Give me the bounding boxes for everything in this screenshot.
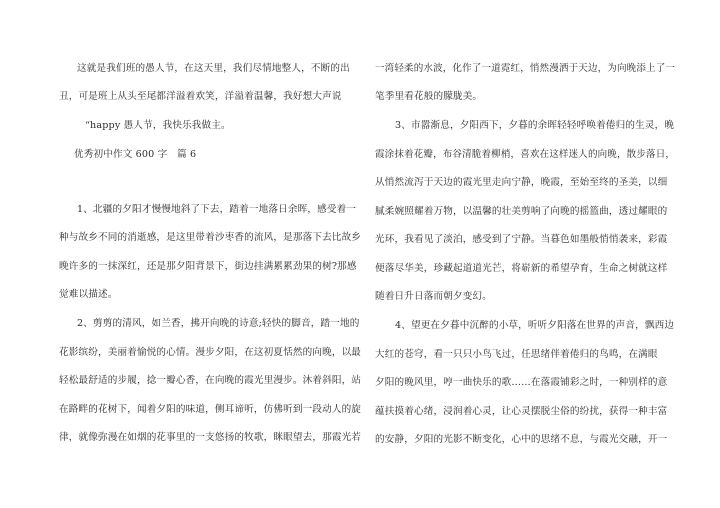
text-line: 随着日升日落而朝夕变幻。 [375,291,492,302]
text-line: 觉难以描述。 [59,289,118,300]
text-line: 笔季里看花般的朦胧美。 [375,91,483,102]
text-line: 丑，可是班上从头至尾都洋溢着欢笑，洋溢着温馨，我好想大声说 [59,91,342,102]
text-line: 一湾轻柔的水波，化作了一道霓红，悄然漫洒于天边，为向晚添上了一 [375,63,676,74]
text-line: 轻松最舒适的步履，捻一瓣心香，在向晚的霞光里漫步。沐着斜阳，站 [59,375,362,386]
text-line: 在路畔的花树下，闻着夕阳的味道，侧耳谛听，仿佛听到一段动人的旋 [59,404,362,415]
text-line: 花影缤纷，美丽着愉悦的心情。漫步夕阳，在这初夏恬然的向晚，以最 [59,347,362,358]
text-line: 4、望更在夕暮中沉醉的小草，听听夕阳落在世界的声音，飘西边 [395,320,675,331]
text-line: 腻柔婉照耀着万物，以温馨的壮美剪响了向晚的摇篮曲，透过耀眼的 [375,206,668,217]
text-line: 蕴扶摸着心绪，浸润着心灵，让心灵摆脱尘俗的纷扰，获得一种丰富 [375,406,668,417]
text-line: 这就是我们班的愚人节，在这天里，我们尽情地整人，不断的出 [77,63,350,74]
text-line: 种与故乡不同的消逝感，是这里带着沙枣香的流风，是那落下去比故乡 [59,232,362,243]
section-heading: 优秀初中作文 600 字 篇 6 [74,149,197,160]
text-line: 光环，我看见了淡泊，感受到了宁静。当暮色如墨般悄悄袭来，彩霞 [375,234,668,245]
text-line: 霞涂抹着花瓣，布谷清脆着柳梢，喜欢在这样迷人的向晚，散步落日， [375,149,676,160]
text-line: 从悄然流泻于天边的霞光里走向宁静，晚霞，至始至终的圣美，以细 [375,177,668,188]
text-line: 的安静，夕阳的光影不断变化，心中的思绪不息，与霞光交融，开一 [375,434,668,445]
text-line: 2、剪剪的清风，如兰香，拂开向晚的诗意;轻快的脚音，踏一地的 [77,318,360,329]
text-line: 律，就像弥漫在如烟的花事里的一支悠扬的牧歌，眯眼望去，那霞光若 [59,432,362,443]
text-line: 晚许多的一抹深红，还是那夕阳背景下，街边挂满累累劲果的树?那感 [59,261,357,272]
text-line: 1、北疆的夕阳才慢慢地斜了下去，踏着一地落日余晖，感受着一 [77,204,357,215]
text-line: 夕阳的晚风里，哼一曲快乐的歌……在落霞铺彩之时，一种别样的意 [375,377,668,388]
text-line: 便落尽华美，珍藏起道道光芒，将崭新的希望孕育，生命之树就这样 [375,263,668,274]
text-line: “happy 愚人节，我快乐我做主。 [85,120,231,131]
text-line: 3、市嚣渐息，夕阳西下，夕暮的余晖轻轻呼唤着倦归的生灵，晚 [395,120,675,131]
text-line: 大红的苍穹，看一只只小鸟飞过，任思绪伴着倦归的鸟鸣，在满眼 [375,349,658,360]
